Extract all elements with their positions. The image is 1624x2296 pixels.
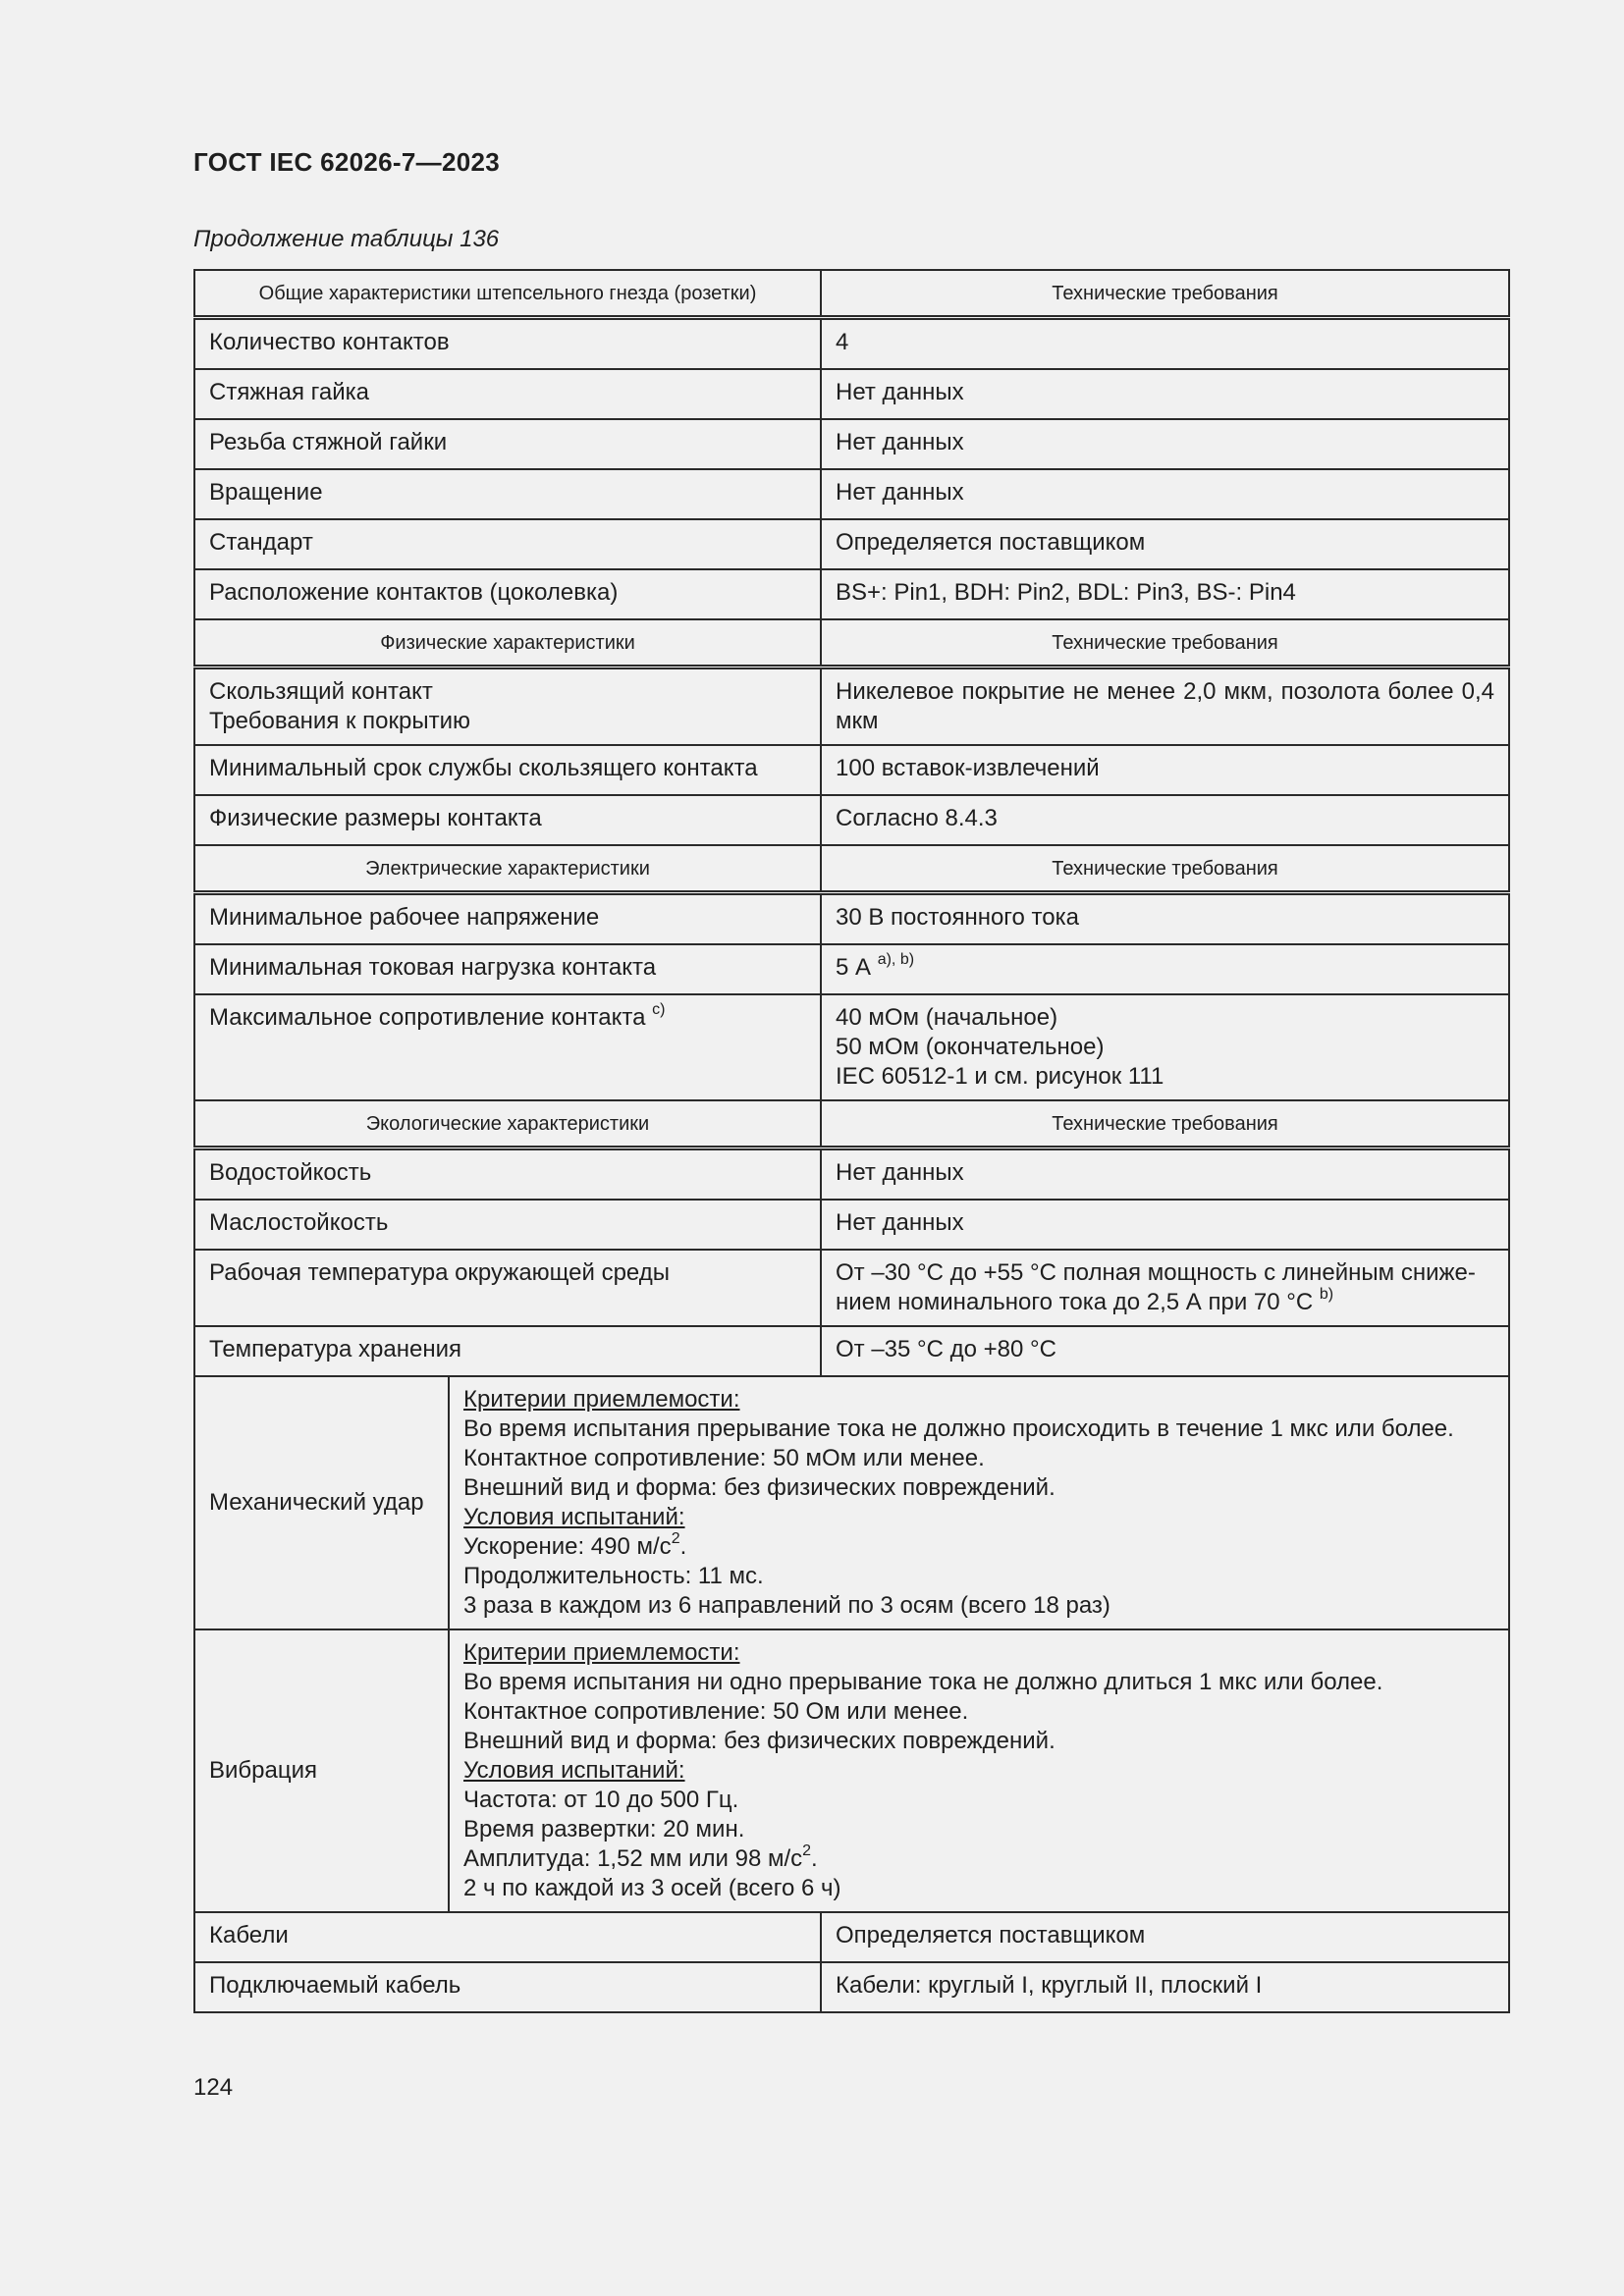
row-value: 30 В постоянного тока bbox=[821, 893, 1509, 945]
row-value: Никелевое покрытие не менее 2,0 мкм, позолота более 0,4 мкм bbox=[821, 667, 1509, 746]
table-row bbox=[194, 1250, 1509, 1326]
row-value: Нет данных bbox=[821, 369, 1509, 419]
row-label-line: Скользящий контакт bbox=[209, 678, 433, 705]
superscript: 2 bbox=[671, 1530, 680, 1547]
superscript: 2 bbox=[802, 1842, 812, 1859]
row-value: 100 вставок-извлечений bbox=[821, 745, 1509, 795]
row-value bbox=[821, 944, 1509, 994]
table-row bbox=[194, 519, 1509, 569]
row-value bbox=[821, 1250, 1509, 1326]
table-row bbox=[194, 745, 1509, 795]
table-row bbox=[194, 469, 1509, 519]
condition-end: . bbox=[811, 1845, 818, 1872]
table-row-vibration bbox=[194, 1629, 1509, 1912]
row-label: Подключаемый кабель bbox=[194, 1962, 821, 2012]
row-label: Кабели bbox=[194, 1912, 821, 1962]
section-header-physical bbox=[194, 619, 1509, 667]
table-row bbox=[194, 1200, 1509, 1250]
table-row bbox=[194, 795, 1509, 845]
row-label: Вращение bbox=[194, 469, 821, 519]
row-label: Минимальная токовая нагрузка контакта bbox=[194, 944, 821, 994]
criteria-line: Контактное сопротивление: 50 Ом или менее. bbox=[463, 1698, 969, 1725]
condition-line: Время развертки: 20 мин. bbox=[463, 1816, 745, 1842]
criteria-line: Контактное сопротивление: 50 мОм или менее. bbox=[463, 1445, 985, 1471]
condition-line: 2 ч по каждой из 3 осей (всего 6 ч) bbox=[463, 1875, 841, 1901]
row-label: Маслостойкость bbox=[194, 1200, 821, 1250]
row-value: Нет данных bbox=[821, 1200, 1509, 1250]
value-text: От –30 °С до +55 °С полная мощность с линейным сниже-нием номинального тока до 2,5 А при 70 °С bbox=[836, 1259, 1476, 1315]
value-line: IEC 60512-1 и см. рисунок 111 bbox=[836, 1063, 1164, 1090]
header-left: Физические характеристики bbox=[194, 619, 821, 667]
value-text: 5 А bbox=[836, 954, 872, 981]
condition-text: Амплитуда: 1,52 мм или 98 м/с bbox=[463, 1845, 803, 1872]
row-value bbox=[449, 1376, 1509, 1629]
table-row bbox=[194, 569, 1509, 619]
row-label: Рабочая температура окружающей среды bbox=[194, 1250, 821, 1326]
condition-line bbox=[463, 1844, 1494, 1874]
section-header-electrical bbox=[194, 845, 1509, 893]
row-label: Минимальное рабочее напряжение bbox=[194, 893, 821, 945]
row-value: Нет данных bbox=[821, 419, 1509, 469]
conditions-title: Условия испытаний: bbox=[463, 1504, 685, 1530]
row-label: Минимальный срок службы скользящего контакта bbox=[194, 745, 821, 795]
criteria-line: Во время испытания ни одно прерывание тока не должно длиться 1 мкс или более. bbox=[463, 1669, 1383, 1695]
criteria-title: Критерии приемлемости: bbox=[463, 1639, 740, 1666]
criteria-line: Внешний вид и форма: без физических повреждений. bbox=[463, 1728, 1056, 1754]
row-label bbox=[194, 667, 821, 746]
footnote-ref: c) bbox=[652, 1001, 666, 1018]
section-header-general bbox=[194, 270, 1509, 318]
row-value bbox=[821, 994, 1509, 1100]
header-left: Электрические характеристики bbox=[194, 845, 821, 893]
row-label bbox=[194, 994, 821, 1100]
spec-table bbox=[193, 269, 1510, 2013]
table-row bbox=[194, 893, 1509, 945]
table-row bbox=[194, 369, 1509, 419]
row-value: Кабели: круглый I, круглый II, плоский I bbox=[821, 1962, 1509, 2012]
footnote-ref: b) bbox=[1319, 1286, 1334, 1303]
header-right: Технические требования bbox=[821, 270, 1509, 318]
value-line: 50 мОм (окончательное) bbox=[836, 1034, 1105, 1060]
criteria-title: Критерии приемлемости: bbox=[463, 1386, 740, 1413]
row-value: BS+: Pin1, BDH: Pin2, BDL: Pin3, BS-: Pin4 bbox=[821, 569, 1509, 619]
row-value: Нет данных bbox=[821, 469, 1509, 519]
row-value: Определяется поставщиком bbox=[821, 519, 1509, 569]
row-value: Согласно 8.4.3 bbox=[821, 795, 1509, 845]
table-row bbox=[194, 1148, 1509, 1201]
page-number: 124 bbox=[193, 2074, 234, 2101]
footnote-ref: a), b) bbox=[877, 951, 915, 968]
row-label: Водостойкость bbox=[194, 1148, 821, 1201]
header-right: Технические требования bbox=[821, 619, 1509, 667]
section-header-ecological bbox=[194, 1100, 1509, 1148]
table-row bbox=[194, 1326, 1509, 1376]
condition-line: Частота: от 10 до 500 Гц. bbox=[463, 1787, 739, 1813]
row-label-line: Требования к покрытию bbox=[209, 708, 470, 734]
conditions-title: Условия испытаний: bbox=[463, 1757, 685, 1784]
table-row bbox=[194, 419, 1509, 469]
row-label: Физические размеры контакта bbox=[194, 795, 821, 845]
header-left: Экологические характеристики bbox=[194, 1100, 821, 1148]
table-row bbox=[194, 318, 1509, 370]
row-value: От –35 °С до +80 °С bbox=[821, 1326, 1509, 1376]
row-value: Нет данных bbox=[821, 1148, 1509, 1201]
row-label: Количество контактов bbox=[194, 318, 821, 370]
table-caption: Продолжение таблицы 136 bbox=[193, 226, 500, 252]
document-header: ГОСТ IEC 62026-7—2023 bbox=[193, 147, 500, 177]
header-right: Технические требования bbox=[821, 1100, 1509, 1148]
condition-line: Продолжительность: 11 мс. bbox=[463, 1563, 764, 1589]
table-row bbox=[194, 1912, 1509, 1962]
table-row bbox=[194, 1962, 1509, 2012]
row-label: Резьба стяжной гайки bbox=[194, 419, 821, 469]
row-label: Расположение контактов (цоколевка) bbox=[194, 569, 821, 619]
row-label: Стандарт bbox=[194, 519, 821, 569]
header-right: Технические требования bbox=[821, 845, 1509, 893]
table-row bbox=[194, 994, 1509, 1100]
table-row bbox=[194, 667, 1509, 746]
condition-end: . bbox=[679, 1533, 687, 1560]
label-text: Максимальное сопротивление контакта bbox=[209, 1004, 646, 1031]
row-label: Механический удар bbox=[194, 1376, 449, 1629]
table-row bbox=[194, 944, 1509, 994]
value-line: 40 мОм (начальное) bbox=[836, 1004, 1058, 1031]
row-label: Температура хранения bbox=[194, 1326, 821, 1376]
row-label: Стяжная гайка bbox=[194, 369, 821, 419]
row-value: Определяется поставщиком bbox=[821, 1912, 1509, 1962]
row-value: 4 bbox=[821, 318, 1509, 370]
table-row-shock bbox=[194, 1376, 1509, 1629]
condition-line bbox=[463, 1532, 1494, 1562]
criteria-line: Во время испытания прерывание тока не должно происходить в течение 1 мкс или более. bbox=[463, 1415, 1454, 1442]
criteria-line: Внешний вид и форма: без физических повреждений. bbox=[463, 1474, 1056, 1501]
row-label: Вибрация bbox=[194, 1629, 449, 1912]
header-left: Общие характеристики штепсельного гнезда (розетки) bbox=[194, 270, 821, 318]
condition-line: 3 раза в каждом из 6 направлений по 3 осям (всего 18 раз) bbox=[463, 1592, 1110, 1619]
condition-text: Ускорение: 490 м/с bbox=[463, 1533, 672, 1560]
row-value bbox=[449, 1629, 1509, 1912]
